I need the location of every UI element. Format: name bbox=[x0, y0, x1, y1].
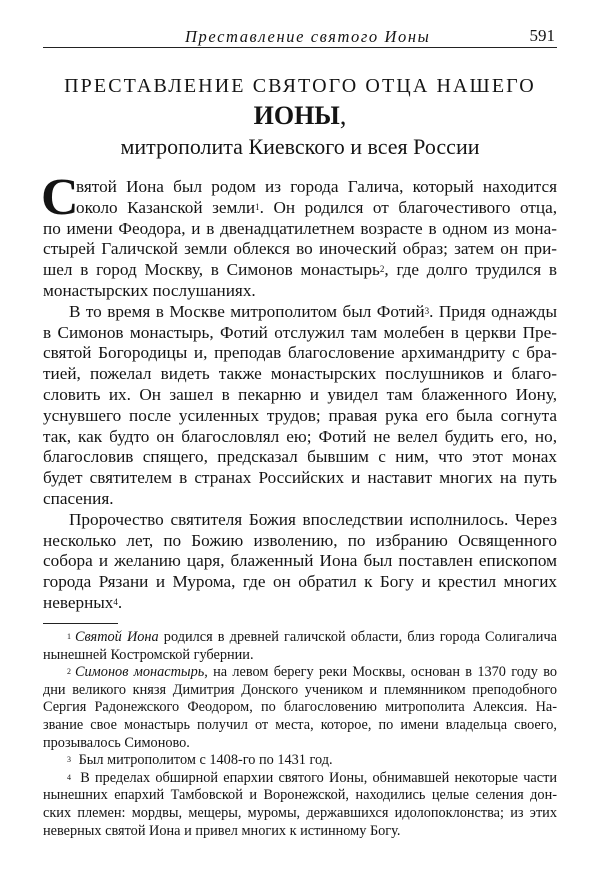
text-run: . Он родился от благочестивого отца, bbox=[259, 197, 558, 217]
paragraph-line bbox=[43, 281, 557, 302]
text-run: В пределах обширной епархии святого Ионы, обнимавшей некоторые части bbox=[75, 769, 557, 786]
paragraph-line bbox=[43, 177, 557, 198]
footnote-marker: 2 bbox=[67, 667, 71, 677]
footnote-marker: 3 bbox=[424, 305, 430, 316]
paragraph-line bbox=[43, 364, 557, 385]
paragraph-line bbox=[43, 323, 557, 344]
drop-cap: С bbox=[41, 169, 79, 226]
footnote-marker: 2 bbox=[379, 264, 385, 275]
heading-name bbox=[0, 101, 600, 131]
body-text bbox=[41, 169, 558, 614]
text-run: так, как будто он благословлял ею; Фотий не велел будить его, но, bbox=[43, 426, 557, 446]
paragraph-line bbox=[43, 385, 557, 406]
text-run: города Рязани и Мурома, где он обратил к Богу и крестил многих bbox=[43, 572, 557, 592]
footnote-marker: 3 bbox=[67, 755, 71, 765]
footnote-divider bbox=[43, 623, 118, 624]
footnote-marker: 4 bbox=[67, 772, 71, 782]
text-run: . bbox=[117, 592, 123, 612]
text-run: , на левом берегу реки Москвы, основан в 1370 году во bbox=[204, 664, 557, 681]
text-run: неверных святой Иона и привел многих к истинному Богу. bbox=[43, 822, 401, 839]
running-head-title: Преставление святого Ионы bbox=[185, 27, 431, 46]
heading-line-3: митрополита Киевского и всея России bbox=[120, 134, 480, 159]
footnote-line bbox=[43, 699, 557, 717]
paragraph-line bbox=[43, 427, 557, 448]
text-run: собора и желанию царя, блаженный Иона был поставлен епископом bbox=[43, 551, 557, 571]
paragraph-line bbox=[43, 260, 557, 281]
text-run: тией, пожелал видеть также монастырских послушников и благо- bbox=[43, 364, 557, 384]
text-run: . Придя однажды bbox=[429, 301, 557, 321]
paragraph-line bbox=[43, 572, 557, 593]
footnote-marker: 4 bbox=[113, 596, 118, 607]
footnotes bbox=[43, 629, 557, 840]
text-run: Сергия Радонежского Феодором, по благословению митрополита Алексия. На- bbox=[43, 699, 557, 716]
text-run: по имени Феодора, и в двенадцатилетнем возрасте в одном из мона- bbox=[43, 218, 557, 238]
text-run: стырей Галичской земли облекся во иноческий образ; затем он при- bbox=[43, 239, 557, 259]
text-run: в Симонов монастырь, Фотий отслужил там молебен в церкви Пре- bbox=[43, 322, 557, 342]
text-run: шел в город Москву, в Симонов монастырь bbox=[43, 260, 380, 280]
paragraph-line bbox=[43, 219, 557, 240]
heading-line-1: ПРЕСТАВЛЕНИЕ СВЯТОГО ОТЦА НАШЕГО bbox=[64, 75, 536, 97]
footnote-line bbox=[43, 752, 557, 770]
text-run: нынешней Костромской губернии. bbox=[43, 646, 254, 663]
footnote-line bbox=[43, 787, 557, 805]
text-run: ских племен: мордвы, мещеры, муромы, державшихся идолопоклонства; из этих bbox=[43, 804, 557, 821]
text-run: неверных bbox=[43, 592, 114, 612]
text-run: уснувшего после усиленных трудов; правая рука его была согнута bbox=[43, 405, 557, 425]
text-run: спасения. bbox=[43, 488, 114, 508]
paragraph-line bbox=[43, 593, 557, 614]
text-run: святой Богородицы и, преподав благословение архимандриту с бра- bbox=[43, 343, 557, 363]
paragraph-line bbox=[43, 447, 557, 468]
text-run: нынешних епархий Тамбовской и Воронежской, находились целые селения дон- bbox=[43, 787, 557, 804]
paragraph-line bbox=[43, 551, 557, 572]
text-run: несколько лет, по Божию изволению, по избранию Освященного bbox=[43, 530, 557, 550]
italic-term: Симонов монастырь bbox=[75, 664, 205, 681]
footnote-marker: 1 bbox=[67, 632, 71, 641]
paragraph-line bbox=[43, 531, 557, 552]
running-head bbox=[43, 27, 557, 48]
paragraph-line bbox=[43, 302, 557, 323]
heading-name-text: ИОНЫ bbox=[253, 101, 340, 130]
italic-term: Святой Иона bbox=[75, 629, 159, 645]
footnote-line bbox=[43, 682, 557, 700]
text-run: монастырских послушаниях. bbox=[43, 280, 256, 300]
text-run: родился в древней галичской области, близ города Солигалича bbox=[158, 629, 557, 645]
text-run: Был митрополитом с 1408-го по 1431 год. bbox=[75, 752, 333, 769]
text-run: будет святителем в странах Российских и наставит многих на путь bbox=[43, 468, 557, 488]
text-run: звание свое монастырь получил от места, которое, по имени владельца своего, bbox=[43, 716, 557, 733]
text-run: В то время в Москве митрополитом был Фотий bbox=[69, 301, 425, 321]
paragraph-line bbox=[43, 406, 557, 427]
paragraph-line bbox=[43, 489, 557, 510]
footnote-line bbox=[43, 805, 557, 823]
text-run: около Казанской земли bbox=[76, 197, 256, 217]
text-run: , где долго трудился в bbox=[384, 260, 557, 280]
text-run: дни великого князя Димитрия Донского учеником и племянником преподобного bbox=[43, 681, 557, 698]
text-run: прозывалось Симоново. bbox=[43, 734, 190, 751]
text-run: Пророчество святителя Божия впоследствии исполнилось. Через bbox=[69, 509, 557, 529]
text-run: благословив спящего, предсказал бывшим с ним, что этот монах bbox=[43, 447, 557, 467]
paragraph-line bbox=[43, 239, 557, 260]
footnote-marker: 1 bbox=[255, 201, 260, 212]
page-number: 591 bbox=[529, 26, 555, 45]
footnote-line bbox=[43, 647, 557, 665]
paragraph-line bbox=[43, 510, 557, 531]
footnote-line bbox=[43, 664, 557, 682]
footnote-line bbox=[43, 629, 557, 647]
text-run: вятой Иона был родом из города Галича, который находится bbox=[76, 177, 557, 196]
text-run: словить их. Он зашел в пекарню и увидел там блаженного Иону, bbox=[43, 384, 557, 404]
footnote-line bbox=[43, 770, 557, 788]
paragraph-line bbox=[43, 343, 557, 364]
paragraph-line bbox=[43, 468, 557, 489]
footnote-line bbox=[43, 823, 557, 841]
paragraph-line bbox=[43, 198, 557, 219]
heading-comma: , bbox=[339, 101, 347, 130]
footnote-line bbox=[43, 717, 557, 735]
footnote-line bbox=[43, 735, 557, 753]
